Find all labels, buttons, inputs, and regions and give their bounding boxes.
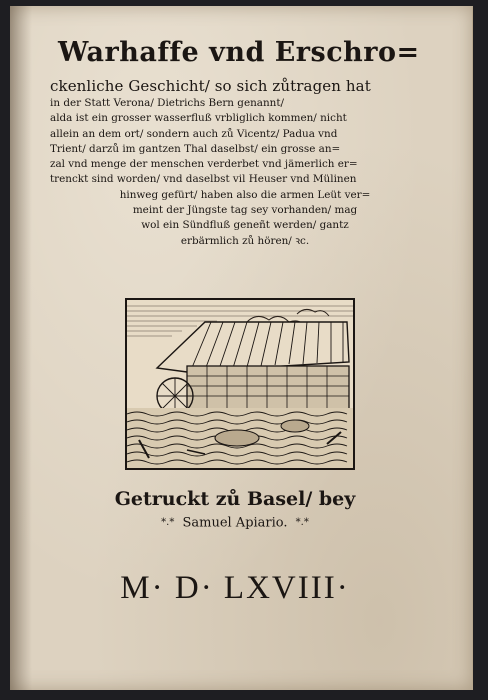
body-line: hinweg gefürt/ haben also die armen Leüt ver= [119,188,371,201]
printer-line [40,512,430,535]
publication-year: M· D· LXVIII· [120,570,350,606]
title-subheading: ckenliche Geschicht/ so sich zůtragen hat [50,77,371,95]
title-block [50,36,440,249]
ornament-right: *.* [295,517,309,528]
body-line: erbärmlich zů hören/ ꝛc. [180,234,310,247]
body-line: zal vnd menge der menschen verderbet vnd jämerlich er= [50,158,358,171]
body-line: alda ist ein grosser wasserfluß vrbliglich kommen/ nicht [50,112,347,125]
imprint-block [40,486,430,535]
body-line: allein an dem ort/ sondern auch zů Vicentz/ Padua vnd [50,127,338,140]
imprint-line: Getruckt zů Basel/ bey [114,488,356,510]
title-heading: Warhaffe vnd Erschro= [58,37,420,68]
ornament-left: *.* [161,517,175,528]
body-line: in der Statt Verona/ Dietrichs Bern genannt/ [50,97,285,109]
body-line: meint der Jüngste tag sey vorhanden/ mag [132,204,358,217]
page-gutter-shadow [10,6,32,690]
printer-name: Samuel Apiario. [182,515,288,531]
body-line: trenckt sind worden/ vnd daselbst vil Heuser vnd Mülinen [50,173,357,186]
body-line: wol ein Sündfluß geneñt werden/ gantz [141,219,349,232]
woodcut-illustration [125,298,355,470]
body-line: Trient/ darzů im gantzen Thal daselbst/ ein grosse an= [50,142,341,155]
flood-woodcut-image [127,300,353,468]
